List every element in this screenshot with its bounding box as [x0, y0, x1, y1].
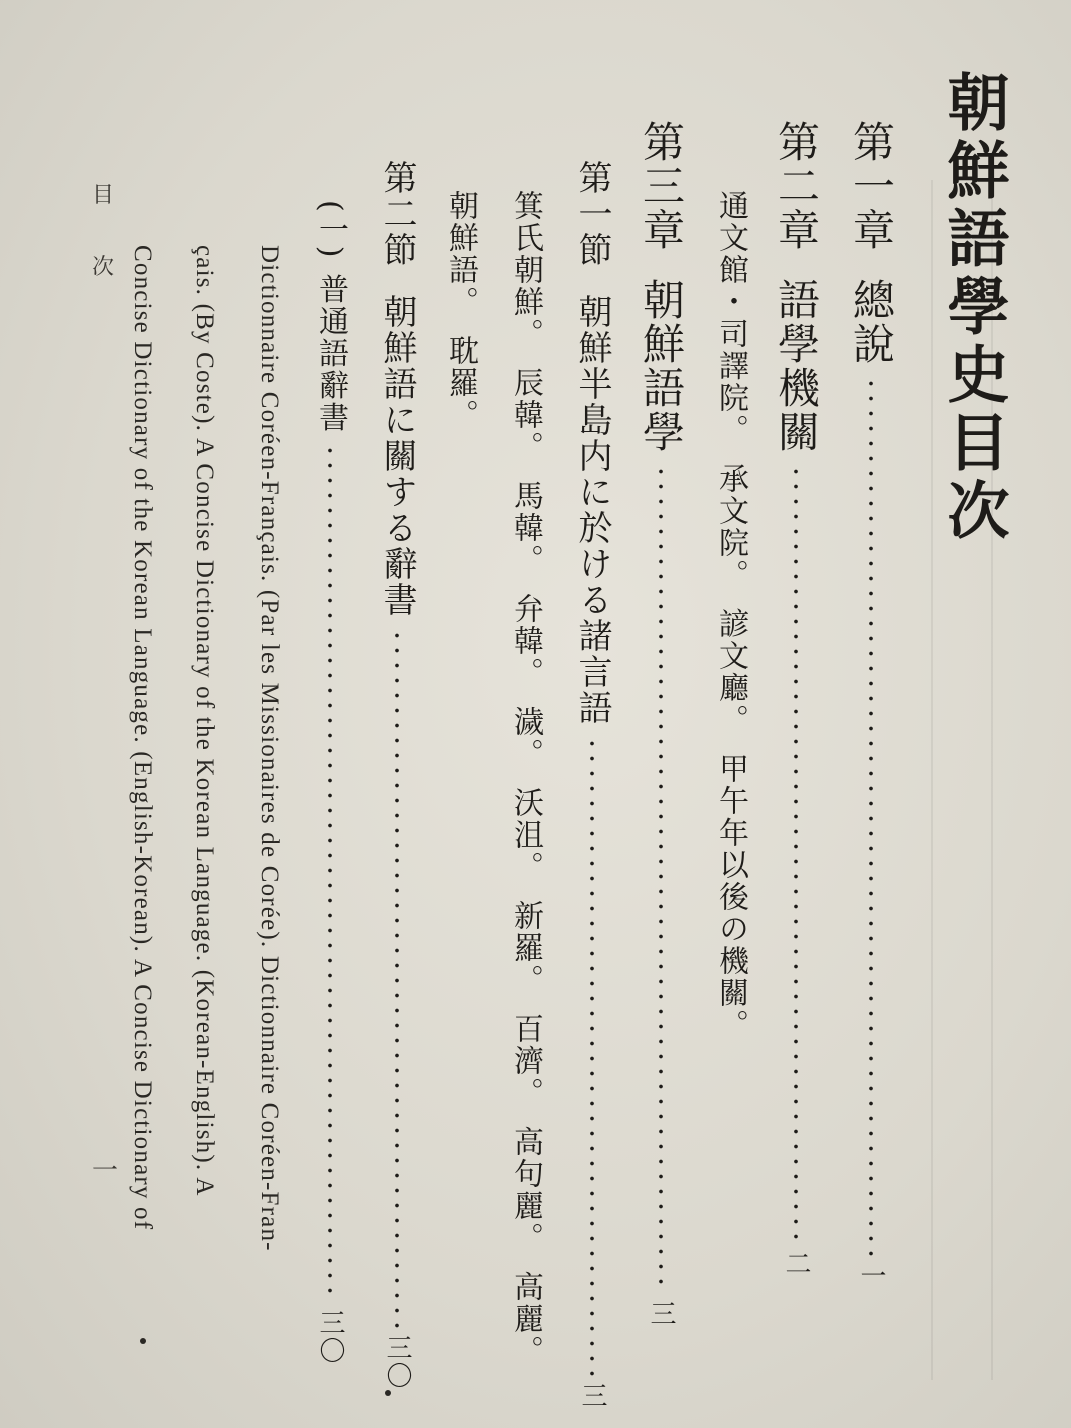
item-1-page: 三〇	[315, 1309, 345, 1366]
leader-dots	[792, 464, 800, 1244]
section-2-page: 三〇	[382, 1334, 412, 1390]
toc-section-1[interactable]	[572, 160, 612, 1410]
running-header-char-2: 次	[92, 255, 115, 280]
chapter-3-page: 三	[646, 1300, 676, 1328]
chapter-3-title: 朝鮮語學	[637, 278, 686, 454]
section-2-title: 朝鮮語に關する辭書	[377, 294, 417, 618]
english-line-3: Concise Dictionary of the Korean Language. (English-Korean). A Concise Dictionary of	[129, 245, 156, 1231]
english-line-1: Dictionnaire Coréen-Français. (Par les Missionaires de Corée). Dictionnaire Coréen-Fran-	[256, 245, 283, 1252]
leader-dots	[326, 443, 334, 1303]
chapter-1-title: 總說	[847, 278, 896, 366]
section-1-subtopics-1: 箕氏朝鮮。 辰韓。 馬韓。 弁韓。 濊。 沃沮。 新羅。 百濟。 高句麗。 高麗。	[508, 190, 543, 1367]
chapter-2-subtopics: 通文館・司譯院。 承文院。 諺文廳。 甲午年以後の機關。	[713, 190, 748, 1041]
section-1-title: 朝鮮半島内に於ける諸言語	[572, 294, 612, 726]
section-2-label: 第二節	[377, 160, 417, 268]
section-1-subtopics-2: 朝鮮語。 耽羅。	[443, 190, 478, 431]
leader-dots	[657, 464, 665, 1294]
page-title: 朝鮮語學史目次	[937, 70, 1010, 546]
leader-dots	[867, 376, 875, 1256]
chapter-2-page: 二	[781, 1250, 811, 1278]
chapter-3-label: 第三章	[637, 120, 686, 252]
item-1-title: 普通語辭書	[313, 273, 348, 434]
ink-speck	[385, 1390, 391, 1396]
section-1-page: 三	[577, 1382, 607, 1410]
ink-speck	[140, 1338, 146, 1344]
item-1-label: (一)	[313, 200, 348, 260]
running-header-char-1: 目	[92, 183, 115, 208]
toc-item-1[interactable]	[313, 200, 348, 1366]
chapter-2-label: 第二章	[772, 120, 821, 252]
chapter-1-label: 第一章	[847, 120, 896, 252]
page-number: 一	[92, 1156, 119, 1186]
chapter-2-title: 語學機關	[772, 278, 821, 454]
english-line-2: çais. (By Coste). A Concise Dictionary of the Korean Language. (Korean-English). A	[191, 245, 218, 1197]
section-1-label: 第一節	[572, 160, 612, 268]
leader-dots	[393, 628, 401, 1328]
toc-section-2[interactable]	[377, 160, 417, 1390]
toc-chapter-1[interactable]	[847, 120, 896, 1360]
toc-chapter-2[interactable]	[772, 120, 821, 1360]
toc-chapter-3[interactable]	[637, 120, 686, 1360]
leader-dots	[588, 736, 596, 1376]
chapter-1-page: 一	[856, 1262, 886, 1290]
